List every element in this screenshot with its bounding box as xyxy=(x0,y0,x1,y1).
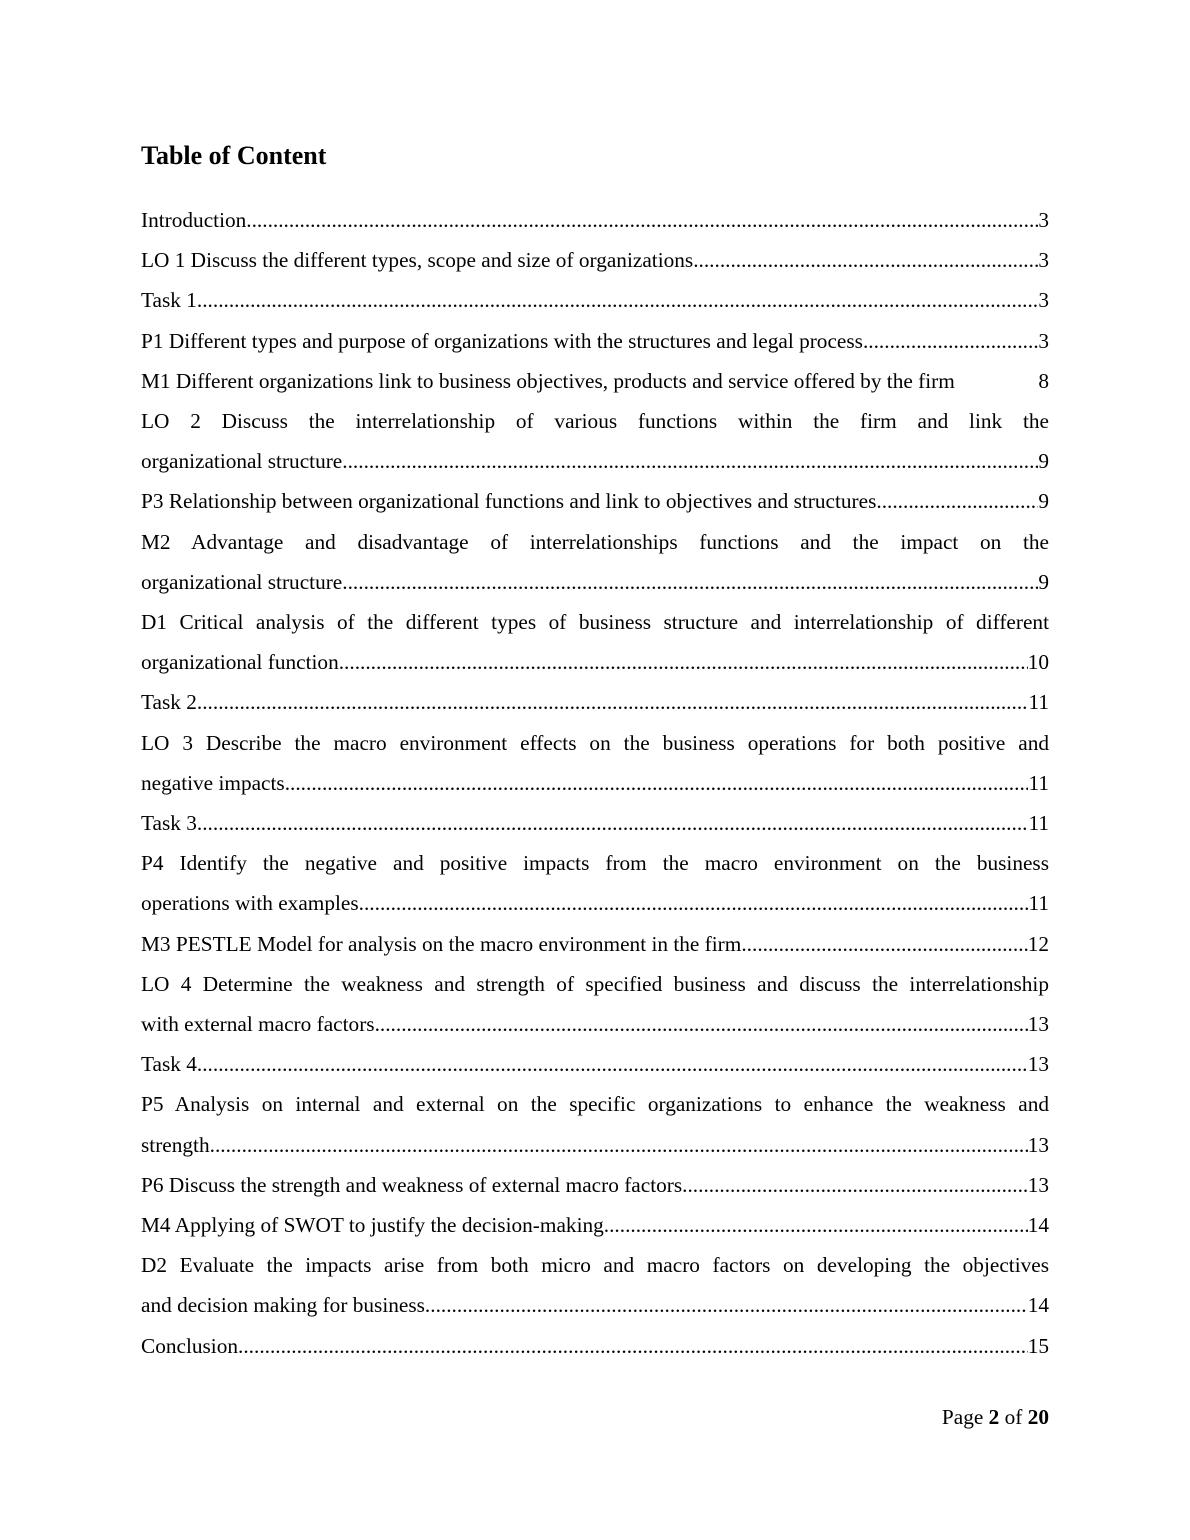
toc-entry-page: 14 xyxy=(1027,1213,1049,1238)
toc-entry-page: 3 xyxy=(1038,208,1049,232)
table-of-contents xyxy=(141,200,1049,1366)
toc-entry-title: P6 Discuss the strength and weakness of external macro factors xyxy=(141,1172,683,1197)
dot-leader xyxy=(863,321,1038,361)
toc-entry-title-line: P5 Analysis on internal and external on the specific organizations to enhance the weakness and xyxy=(141,1092,1049,1117)
toc-entry-title-line: M2 Advantage and disadvantage of interrelationships functions and the impact on the xyxy=(141,529,1049,554)
toc-entry-title-line: with external macro factors xyxy=(141,1012,375,1037)
toc-entry-title-line: D1 Critical analysis of the different types of business structure and interrelationship of different xyxy=(141,610,1049,635)
toc-entry[interactable] xyxy=(141,522,1049,602)
dot-leader xyxy=(197,803,1029,843)
toc-entry-page: 13 xyxy=(1027,1012,1049,1037)
toc-entry-title: P1 Different types and purpose of organizations with the structures and legal process xyxy=(141,328,863,353)
toc-entry-page: 3 xyxy=(1038,288,1049,313)
dot-leader xyxy=(197,280,1038,320)
toc-entry-title: Conclusion xyxy=(141,1333,239,1358)
toc-entry-title: M3 PESTLE Model for analysis on the macro environment in the firm xyxy=(141,931,742,956)
toc-entry[interactable] xyxy=(141,321,1049,361)
toc-entry[interactable] xyxy=(141,1165,1049,1205)
toc-entry-title-line: operations with examples xyxy=(141,891,359,916)
toc-entry[interactable] xyxy=(141,401,1049,481)
current-page-number: 2 xyxy=(988,1405,1000,1429)
toc-entry[interactable] xyxy=(141,1084,1049,1164)
of-label: of xyxy=(1004,1405,1023,1429)
toc-entry-page: 15 xyxy=(1027,1333,1049,1358)
dot-leader xyxy=(604,1205,1028,1245)
dot-leader xyxy=(359,883,1029,923)
toc-entry-page: 13 xyxy=(1027,1052,1049,1077)
toc-entry-page: 14 xyxy=(1027,1293,1049,1318)
toc-entry[interactable] xyxy=(141,843,1049,923)
toc-entry[interactable] xyxy=(141,481,1049,521)
toc-entry-title-line: LO 3 Describe the macro environment effects on the business operations for both positive and xyxy=(141,730,1049,755)
toc-entry-page: 9 xyxy=(1038,449,1049,474)
dot-leader xyxy=(693,240,1038,280)
toc-entry-title-line: and decision making for business xyxy=(141,1293,425,1318)
toc-entry-title-line: organizational structure xyxy=(141,449,343,474)
toc-entry-page: 11 xyxy=(1028,770,1049,795)
toc-entry-page: 12 xyxy=(1027,931,1049,956)
page-label: Page xyxy=(941,1405,984,1429)
toc-entry-page: 10 xyxy=(1027,650,1049,675)
toc-entry-title-line: LO 4 Determine the weakness and strength of specified business and discuss the interrelationship xyxy=(141,971,1049,996)
toc-entry-page: 8 xyxy=(1038,368,1049,393)
toc-entry-page: 3 xyxy=(1038,248,1049,273)
toc-entry-page: 9 xyxy=(1038,569,1049,594)
dot-leader xyxy=(876,481,1038,521)
dot-leader xyxy=(342,562,1038,602)
toc-entry-page: 11 xyxy=(1028,891,1049,916)
toc-entry-title: Task 2 xyxy=(141,690,197,715)
dot-leader xyxy=(246,200,1038,240)
toc-entry-page: 11 xyxy=(1028,811,1049,836)
toc-entry[interactable] xyxy=(141,602,1049,682)
toc-entry[interactable] xyxy=(141,240,1049,280)
toc-entry[interactable] xyxy=(141,280,1049,320)
toc-entry[interactable] xyxy=(141,200,1049,240)
toc-entry[interactable] xyxy=(141,361,1049,401)
dot-leader xyxy=(197,682,1029,722)
toc-entry-title-line: D2 Evaluate the impacts arise from both micro and macro factors on developing the objectives xyxy=(141,1253,1049,1278)
page-title: Table of Content xyxy=(141,141,327,170)
dot-leader xyxy=(197,1044,1028,1084)
toc-entry-title: LO 1 Discuss the different types, scope and size of organizations xyxy=(141,248,694,273)
dot-leader xyxy=(285,763,1029,803)
dot-leader xyxy=(339,642,1028,682)
toc-entry-page: 13 xyxy=(1027,1172,1049,1197)
toc-entry-title-line: negative impacts xyxy=(141,770,285,795)
page-footer xyxy=(942,1402,1049,1432)
toc-entry-title: Task 1 xyxy=(141,288,197,313)
toc-entry-title-line: LO 2 Discuss the interrelationship of various functions within the firm and link the xyxy=(141,409,1049,434)
dot-leader xyxy=(425,1285,1028,1325)
toc-entry[interactable] xyxy=(141,964,1049,1044)
toc-entry-title: Task 4 xyxy=(141,1052,197,1077)
toc-entry-page: 11 xyxy=(1028,690,1049,715)
dot-leader xyxy=(375,1004,1028,1044)
dot-leader xyxy=(210,1125,1028,1165)
toc-entry[interactable] xyxy=(141,803,1049,843)
dot-leader xyxy=(682,1165,1028,1205)
toc-entry[interactable] xyxy=(141,723,1049,803)
toc-entry-title: M1 Different organizations link to business objectives, products and service offered by the firm xyxy=(141,368,955,393)
toc-entry-page: 13 xyxy=(1027,1132,1049,1157)
toc-entry[interactable] xyxy=(141,682,1049,722)
dot-leader xyxy=(741,924,1027,964)
toc-entry-page: 3 xyxy=(1038,328,1049,353)
toc-entry-title: Task 3 xyxy=(141,811,197,836)
dot-leader xyxy=(238,1326,1028,1366)
toc-entry-title-line: P4 Identify the negative and positive impacts from the macro environment on the business xyxy=(141,851,1049,876)
dot-leader xyxy=(342,441,1038,481)
toc-entry-title: M4 Applying of SWOT to justify the decision-making xyxy=(141,1213,604,1238)
toc-entry-page: 9 xyxy=(1038,489,1049,514)
toc-entry[interactable] xyxy=(141,1205,1049,1245)
toc-entry-title-line: organizational function xyxy=(141,650,339,675)
toc-entry-title: P3 Relationship between organizational functions and link to objectives and structures xyxy=(141,489,877,514)
total-pages-number: 20 xyxy=(1027,1405,1049,1429)
toc-entry-title: Introduction xyxy=(141,208,247,232)
toc-entry-title-line: strength xyxy=(141,1132,210,1157)
toc-entry[interactable] xyxy=(141,924,1049,964)
toc-entry[interactable] xyxy=(141,1326,1049,1366)
toc-entry-title-line: organizational structure xyxy=(141,569,343,594)
toc-entry[interactable] xyxy=(141,1044,1049,1084)
toc-entry[interactable] xyxy=(141,1245,1049,1325)
